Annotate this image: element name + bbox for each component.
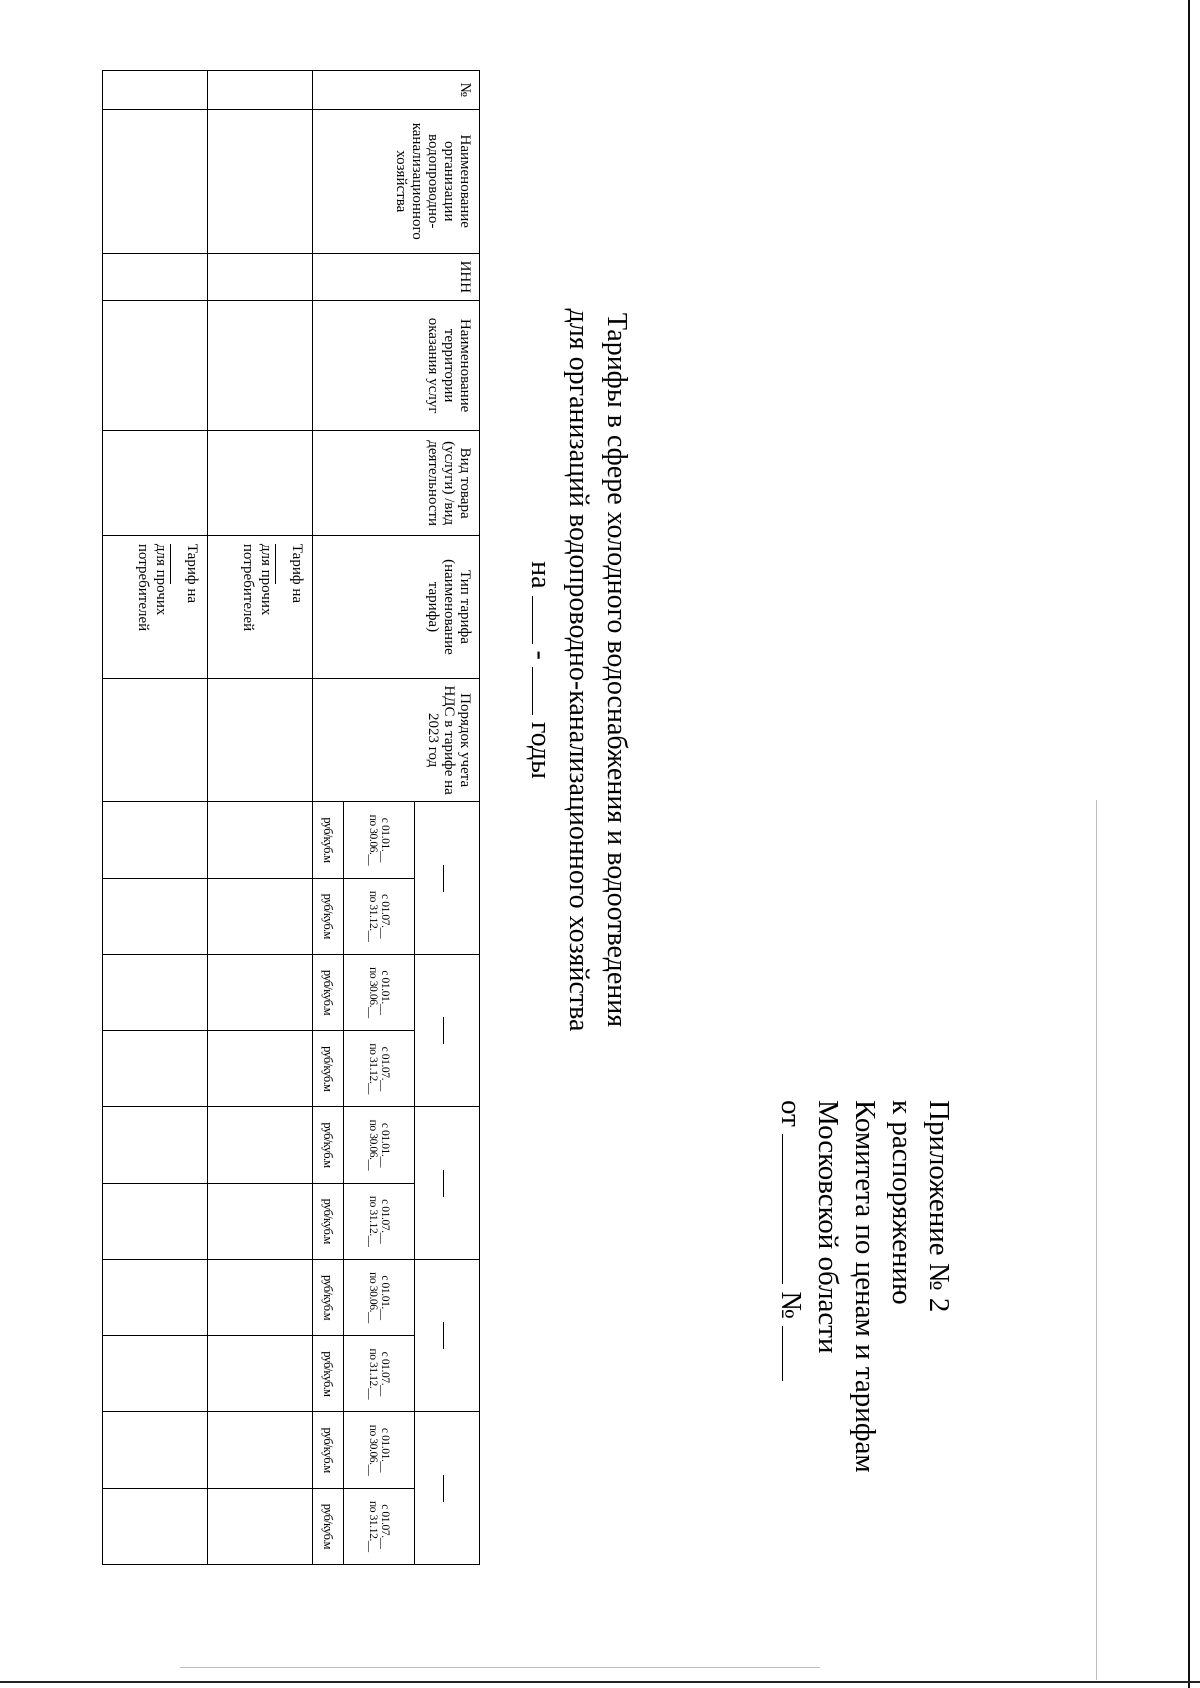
tariff-line-1: Тариф на xyxy=(275,544,306,672)
period-header-h1: с 01.01.__ по 30.06.__ xyxy=(344,1107,415,1183)
tariff-line-3: потребителей xyxy=(240,543,256,632)
year-blank xyxy=(443,1017,444,1044)
cell-vat[interactable] xyxy=(103,679,208,802)
cell-value[interactable] xyxy=(103,802,208,878)
number-sign: № xyxy=(775,1291,807,1319)
title-years-prefix: на xyxy=(525,561,556,589)
header-tariff-type: Тип тарифа (наименование тарифа) xyxy=(313,535,480,678)
year-blank-from xyxy=(532,596,557,644)
year-blank xyxy=(443,865,444,892)
cell-value[interactable] xyxy=(208,1412,313,1488)
cell-territory[interactable] xyxy=(103,300,208,431)
cell-value[interactable] xyxy=(208,1031,313,1107)
year-header xyxy=(415,1107,480,1260)
header-row-years xyxy=(415,71,480,1565)
cell-value[interactable] xyxy=(103,1412,208,1488)
year-blank-to xyxy=(532,667,557,715)
document-title xyxy=(521,170,635,1170)
cell-org[interactable] xyxy=(103,109,208,253)
cell-inn[interactable] xyxy=(208,253,313,300)
unit-label: руб/куб.м xyxy=(313,954,344,1030)
unit-label: руб/куб.м xyxy=(313,1183,344,1259)
header-territory: Наименование территории оказания услуг xyxy=(313,300,480,431)
date-blank xyxy=(782,1134,809,1284)
cell-value[interactable] xyxy=(103,1031,208,1107)
table-row xyxy=(208,71,313,1565)
rotated-page xyxy=(135,70,1080,1640)
tariff-line-3: потребителей xyxy=(135,543,151,632)
cell-value[interactable] xyxy=(103,878,208,954)
cell-inn[interactable] xyxy=(103,253,208,300)
year-header xyxy=(415,1412,480,1565)
table-row xyxy=(103,71,208,1565)
page-edge-bottom xyxy=(0,1681,1200,1683)
cell-vat[interactable] xyxy=(208,679,313,802)
year-blank xyxy=(443,1322,444,1349)
header-num: № xyxy=(313,71,480,110)
unit-label: руб/куб.м xyxy=(313,802,344,878)
cell-num[interactable] xyxy=(103,71,208,110)
cell-value[interactable] xyxy=(103,1107,208,1183)
scan-artifact xyxy=(180,1667,820,1668)
header-org: Наименование организации водопроводно-канализационного хозяйства xyxy=(313,109,480,253)
page-edge-right xyxy=(1188,0,1190,1688)
title-years-dash: - xyxy=(525,650,556,660)
cell-value[interactable] xyxy=(103,1336,208,1412)
cell-value[interactable] xyxy=(208,1336,313,1412)
header-inn: ИНН xyxy=(313,253,480,300)
tariff-line-1: Тариф на xyxy=(170,544,201,672)
unit-label: руб/куб.м xyxy=(313,1412,344,1488)
cell-value[interactable] xyxy=(208,1183,313,1259)
cell-value[interactable] xyxy=(103,1259,208,1335)
date-prefix: от xyxy=(775,1100,807,1127)
cell-service[interactable] xyxy=(208,431,313,535)
tariff-year-blank xyxy=(170,544,183,584)
period-header-h2: с 01.07.__ по 31.12.__ xyxy=(344,878,415,954)
year-header xyxy=(415,802,480,955)
cell-tariff-type xyxy=(208,535,313,678)
unit-label: руб/куб.м xyxy=(313,1031,344,1107)
unit-label: руб/куб.м xyxy=(313,1488,344,1564)
unit-label: руб/куб.м xyxy=(313,878,344,954)
period-header-h2: с 01.07.__ по 31.12.__ xyxy=(344,1183,415,1259)
tariff-table xyxy=(102,70,480,1565)
period-header-h1: с 01.01.__ по 30.06.__ xyxy=(344,954,415,1030)
year-header xyxy=(415,1259,480,1412)
period-header-h2: с 01.07.__ по 31.12.__ xyxy=(344,1031,415,1107)
cell-value[interactable] xyxy=(208,802,313,878)
year-blank xyxy=(443,1170,444,1197)
period-header-h2: с 01.07.__ по 31.12.__ xyxy=(344,1336,415,1412)
period-header-h2: с 01.07.__ по 31.12.__ xyxy=(344,1488,415,1564)
cell-value[interactable] xyxy=(208,954,313,1030)
period-header-h1: с 01.01.__ по 30.06.__ xyxy=(344,802,415,878)
title-years-suffix: годы xyxy=(525,721,556,779)
cell-value[interactable] xyxy=(103,1183,208,1259)
appendix-line: Московской области xyxy=(812,1100,844,1354)
title-line-1: Тарифы в сфере холодного водоснабжения и водоотведения xyxy=(601,312,632,1028)
year-header xyxy=(415,954,480,1107)
tariff-line-2: для прочих xyxy=(153,543,169,616)
unit-label: руб/куб.м xyxy=(313,1107,344,1183)
cell-value[interactable] xyxy=(208,1488,313,1564)
cell-value[interactable] xyxy=(208,1107,313,1183)
cell-num[interactable] xyxy=(208,71,313,110)
cell-tariff-type xyxy=(103,535,208,678)
year-blank xyxy=(443,1475,444,1502)
title-line-2: для организаций водопроводно-канализационного хозяйства xyxy=(563,308,594,1032)
tariff-line-2: для прочих xyxy=(258,543,274,616)
title-line-3 xyxy=(521,170,559,1170)
cell-value[interactable] xyxy=(103,954,208,1030)
scan-artifact xyxy=(1096,800,1097,1680)
appendix-line: к распоряжению xyxy=(886,1100,918,1305)
number-blank xyxy=(782,1326,809,1381)
cell-service[interactable] xyxy=(103,431,208,535)
unit-label: руб/куб.м xyxy=(313,1259,344,1335)
appendix-block xyxy=(772,1100,957,1473)
appendix-line: Комитета по ценам и тарифам xyxy=(849,1100,881,1473)
cell-territory[interactable] xyxy=(208,300,313,431)
header-service: Вид товара (услуги) /вид деятельности xyxy=(313,431,480,535)
cell-value[interactable] xyxy=(208,1259,313,1335)
cell-value[interactable] xyxy=(103,1488,208,1564)
appendix-line: Приложение № 2 xyxy=(923,1100,955,1313)
appendix-date-line xyxy=(772,1100,809,1473)
cell-org[interactable] xyxy=(208,109,313,253)
period-header-h1: с 01.01.__ по 30.06.__ xyxy=(344,1259,415,1335)
header-vat: Порядок учета НДС в тарифе на 2023 год xyxy=(313,679,480,802)
tariff-year-blank xyxy=(275,544,288,584)
cell-value[interactable] xyxy=(208,878,313,954)
period-header-h1: с 01.01.__ по 30.06.__ xyxy=(344,1412,415,1488)
unit-label: руб/куб.м xyxy=(313,1336,344,1412)
